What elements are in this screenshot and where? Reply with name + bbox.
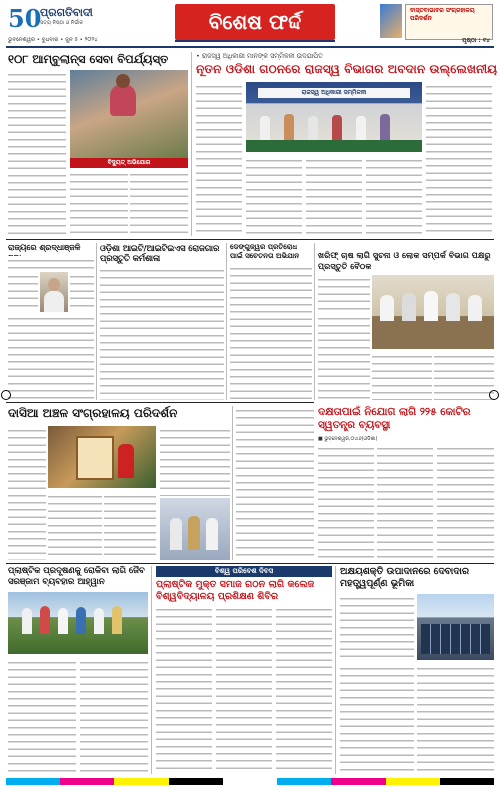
photo-solar-panels [417, 594, 494, 660]
article-revenue-col3 [306, 156, 362, 236]
newspaper-tagline: ସତ୍ୟ ନିଷ୍ଠା ଓ ନିର୍ଭୀକ [40, 20, 83, 26]
divider-3 [6, 563, 494, 564]
article-shraddhanjali-body [8, 314, 94, 400]
article-museum-col1 [8, 426, 46, 560]
article-env-col2 [216, 605, 272, 774]
article-kharif-col3 [434, 352, 494, 400]
article-fund-col2 [377, 444, 433, 560]
headline-museum[interactable]: ଦାସିଆ ଅଞ୍ଚଳ ସଂଗ୍ରହାଳୟ ପରିଦର୍ଶନ [8, 406, 178, 420]
headline-ambulance[interactable]: ୧୦୮ ଆମ୍ବୁଲାନ୍ସ ସେବା ବିପର୍ଯ୍ୟସ୍ତ [8, 52, 169, 66]
divider-2 [6, 402, 314, 403]
article-plastic-col1 [8, 658, 76, 774]
print-color-bar [6, 778, 494, 785]
column-gutter [232, 406, 233, 560]
column-gutter [335, 566, 336, 774]
article-ambulance-col3 [130, 170, 188, 236]
column-gutter [226, 243, 227, 400]
column-gutter [191, 52, 192, 236]
registration-mark-right [489, 390, 499, 400]
article-akshaya-col2 [340, 664, 414, 774]
article-shraddhanjali-col1 [8, 272, 38, 312]
article-akshaya-col1 [340, 594, 414, 660]
headline-odisha-it[interactable]: ଓଡ଼ିଶା ଆଇଟି/ଆଇଟିଇଏସ ରୋଜଗାର ପ୍ରସ୍ତୁତି କର୍ମଶାଳା [100, 243, 220, 263]
article-hospital [230, 264, 312, 400]
headline-plastic[interactable]: ପ୍ଲାଷ୍ଟିକ ପ୍ରଦୂଷଣକୁ ରୋକିବା ଲାଗି ଜୈବ ସରଞ୍ଜାମ ବ୍ୟବହାର ଆହ୍ୱାନ [8, 566, 145, 587]
newspaper-name: ପ୍ରଗତିବାଦୀ [40, 6, 93, 19]
photo-revenue-event [246, 82, 422, 152]
article-env-col3 [276, 605, 332, 774]
headline-akshaya[interactable]: ଅକ୍ଷୟଶକ୍ତି ଉପାଦାନରେ ଦେବାଦାର ମହତ୍ତ୍ୱପୂର୍ଣ୍ଣ ଭୂମିକା [340, 566, 470, 589]
env-day-band: ବିଶ୍ୱ ପରିବେଶ ଦିବସ [156, 566, 332, 577]
header-divider [6, 46, 494, 48]
article-shraddhanjali-col2 [70, 272, 94, 312]
headline-shraddhanjali[interactable]: ରାଜ୍ୟରେ ଶ୍ରଦ୍ଧାଞ୍ଜଳି [8, 243, 81, 252]
article-odisha-it [100, 266, 224, 400]
divider-1 [6, 239, 494, 240]
kicker-revenue: • ରାଜସ୍ୱ ଅଧିକାରୀ ମାନଙ୍କ ସମ୍ମିଳନୀ ଉଦଯାପିତ [196, 52, 323, 60]
article-museum-col2 [48, 492, 102, 560]
column-gutter [96, 243, 97, 400]
tease-text[interactable]: ବାସ୍ତବାଭାବର ସଂଗ୍ରହାଳୟ ପରିଦର୍ଶନ [410, 7, 475, 22]
article-env-col1 [156, 605, 212, 774]
ambulance-box-label: ବିଦ୍ୟୁତ୍ ଅଭିଯୋଗ [70, 158, 188, 168]
logo-number: 50 [8, 4, 42, 33]
headline-kharif[interactable]: ଖରିଫ୍ ଚାଷ ଲାଗି ସୁଚନା ଓ ଲୋକ ସମ୍ପର୍କ ବିଭାଗ ପକ୍ଷରୁ ପ୍ରସ୍ତୁତି ବୈଠକ [318, 250, 491, 271]
headline-env-day[interactable]: ପ୍ଲାଷ୍ଟିକ ମୁକ୍ତ ସମାଜ ଗଠନ ଲାଗି କଲେଜ ବିଶ୍ୱବିଦ୍ୟାଳୟ ପ୍ରଶିକ୍ଷଣ ଶିବିର [156, 579, 315, 602]
headline-fund[interactable]: ଦକ୍ଷତାପାଇଁ ନିଯୋଗ ଲାଗି ୨୨୫ କୋଟିର ସ୍ୱତନ୍ତ୍ର ବ୍ୟବସ୍ଥା [318, 406, 471, 431]
article-ambulance-col2 [70, 170, 128, 236]
page-number: ପୃଷ୍ଠା : ୧୪ [462, 37, 490, 44]
article-revenue-col2 [246, 156, 302, 236]
article-museum-col4 [160, 426, 230, 496]
issue-dateline: ଭୁବନେଶ୍ୱର • ବୁଧବାର • ଜୁନ ୫ • ୨୦୨୪ [8, 37, 98, 43]
dateline-fund: ■ ଭୁବନେଶ୍ୱର,୦୪ା୬(ଓଡିଶା) [318, 436, 378, 442]
section-title-rule [175, 40, 335, 42]
article-kharif-col2 [372, 352, 432, 400]
registration-mark-left [1, 390, 11, 400]
article-shraddhanjali-intro [8, 256, 94, 270]
photo-plastic [8, 592, 148, 654]
article-revenue-col1 [196, 82, 242, 236]
photo-portrait [40, 272, 68, 312]
headline-revenue[interactable]: ନୂତନ ଓଡିଶା ଗଠନରେ ରାଜସ୍ୱ ବିଭାଗର ଅବଦାନ ଉଲ୍ଲେଖନୀୟ [196, 62, 498, 76]
photo-museum-visit [160, 498, 230, 560]
article-hospital-continued [236, 406, 314, 560]
article-kharif-col1 [318, 314, 370, 400]
article-kharif-intro [318, 275, 370, 312]
revenue-banner: ରାଜସ୍ୱ ଅଧିକାରୀ ସମ୍ମିଳନୀ [258, 88, 410, 98]
article-revenue-col5 [426, 82, 492, 236]
column-gutter [151, 566, 152, 774]
photo-ambulance [70, 70, 188, 158]
article-akshaya-col3 [417, 664, 494, 774]
article-fund-col3 [437, 444, 494, 560]
article-ambulance-col1 [8, 70, 66, 236]
section-title: ବିଶେଷ ଫର୍ଦ୍ଦ [175, 4, 335, 40]
article-revenue-col4 [366, 156, 422, 236]
photo-museum [48, 426, 156, 488]
headline-hospital[interactable]: ଡେଙ୍ଗୁଜ୍ୱର ପ୍ରତିରୋଧ ପାଇଁ ସଚେତନତା ଅଭିଯାନ [230, 243, 300, 260]
article-plastic-col2 [80, 658, 148, 774]
article-museum-col3 [104, 492, 156, 560]
article-fund-col1 [318, 444, 374, 560]
column-gutter [314, 243, 315, 400]
tease-photo [380, 4, 402, 38]
photo-kharif-meeting [372, 275, 494, 349]
